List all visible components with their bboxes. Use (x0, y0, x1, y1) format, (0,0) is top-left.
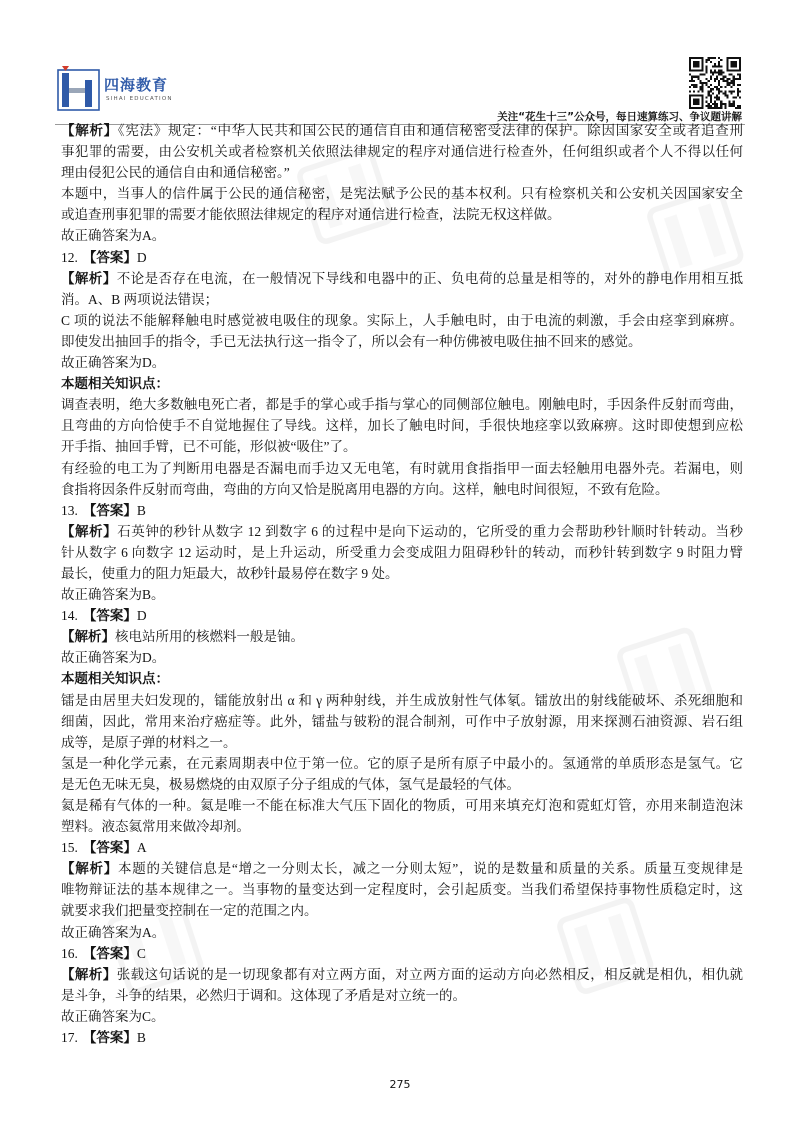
analysis-text: 《宪法》规定：“中华人民共和国公民的通信自由和通信秘密受法律的保护。除因国家安全或者追查刑 (117, 123, 743, 138)
analysis-line: 事犯罪的需要，由公安机关或者检察机关依照法律规定的程序对通信进行检查外，任何组织或者个人不得以任何 (61, 144, 743, 160)
question-number: 13. (61, 502, 78, 518)
conclusion-line: 故正确答案为B。 (61, 587, 165, 603)
question-number: 15. (61, 840, 78, 856)
knowledge-line: 氦是稀有气体的一种。氦是唯一不能在标准大气压下固化的物质，可用来填充灯泡和霓虹灯管，亦用来制造泡沫 (61, 798, 743, 813)
header-tagline: 关注“花生十三”公众号，每日速算练习、争议题讲解 (497, 111, 742, 123)
analysis-label: 【解析】 (61, 966, 117, 982)
knowledge-line: 开手指、抽回手臂，已不可能，形似被“吸住”了。 (61, 439, 357, 455)
answer-label: 【答案】 (82, 249, 137, 265)
answer-line (61, 605, 743, 626)
question-number: 14. (61, 608, 78, 624)
knowledge-heading: 本题相关知识点： (61, 376, 169, 392)
knowledge-line: 且弯曲的方向恰使手不自觉地握住了导线。这样，加长了触电时间，手很快地痉挛以致麻痹。这时即使想到应松 (61, 418, 743, 434)
answer-label: 【答案】 (82, 502, 137, 518)
knowledge-line: 氢是一种化学元素，在元素周期表中位于第一位。它的原子是所有原子中最小的。氢通常的单质形态是氢气。它 (61, 755, 743, 771)
knowledge-line: 调查表明，绝大多数触电死亡者，都是手的掌心或手指与掌心的同侧部位触电。刚触电时，手因条件反射而弯曲， (61, 397, 743, 413)
knowledge-heading: 本题相关知识点： (61, 671, 169, 687)
analysis-text: 张载这句话说的是一切现象都有对立两方面，对立两方面的运动方向必然相反，相反就是相仇，相仇就 (116, 966, 743, 982)
answer-value: B (136, 502, 146, 518)
knowledge-line: 有经验的电工为了判断用电器是否漏电而手边又无电笔，有时就用食指指甲一面去轻触用电器外壳。若漏电，则 (61, 460, 743, 476)
knowledge-line: 是无色无味无臭，极易燃烧的由双原子分子组成的气体，氢气是最轻的气体。 (61, 776, 520, 792)
knowledge-line: 成等，是原子弹的材料之一。 (61, 734, 237, 750)
analysis-line (61, 521, 743, 542)
analysis-line: 最长，使重力的阻力矩最大，故秒针最易停在数字 9 处。 (61, 565, 399, 581)
analysis-label: 【解析】 (61, 270, 117, 286)
analysis-label: 【解析】 (61, 123, 118, 138)
answer-value: D (136, 608, 147, 624)
page-number: 275 (389, 1078, 411, 1091)
answer-line (61, 247, 743, 268)
conclusion-line: 故正确答案为D。 (61, 355, 166, 371)
qr-code-icon (689, 57, 741, 109)
answer-line (61, 943, 743, 964)
analysis-line (61, 120, 743, 141)
conclusion-line: 故正确答案为A。 (61, 924, 166, 940)
answer-label: 【答案】 (82, 608, 137, 624)
analysis-label: 【解析】 (61, 861, 118, 877)
sihai-logo-icon (55, 66, 103, 113)
logo-text: 四海教育 (104, 76, 169, 94)
question-number: 12. (61, 249, 78, 265)
answer-line (61, 500, 743, 521)
analysis-label: 【解析】 (61, 629, 115, 645)
knowledge-line: 食指将因条件反射而弯曲，弯曲的方向又恰是脱离用电器的方向。这样，触电时间很短，不致有危险。 (61, 481, 669, 497)
analysis-text: 不论是否存在电流，在一般情况下导线和电器中的正、负电荷的总量是相等的，对外的静电作用相互抵 (116, 270, 743, 286)
analysis-text: 本题的关键信息是“增之一分则太长，减之一分则太短”，说的是数量和质量的关系。质量互变规律是 (117, 861, 743, 877)
analysis-text: 石英钟的秒针从数字 12 到数字 6 的过程中是向下运动的，它所受的重力会帮助秒针顺时针转动。当秒 (117, 523, 743, 539)
answer-value: C (136, 945, 146, 961)
conclusion-line: 故正确答案为A。 (61, 228, 166, 244)
explanation-line: C 项的说法不能解释触电时感觉被电吸住的现象。实际上，人手触电时，由于电流的刺激，手会由痉挛到麻痹。 (61, 312, 743, 328)
answer-label: 【答案】 (82, 840, 137, 856)
analysis-line: 消。A、B 两项说法错误； (61, 291, 219, 307)
answer-line (61, 1027, 743, 1048)
explanation-line: 即使发出抽回手的指令，手已无法执行这一指令了，所以会有一种仿佛被电吸住抽不回来的感觉。 (61, 333, 642, 349)
analysis-line (61, 858, 743, 879)
question-number: 16. (61, 945, 78, 961)
knowledge-line: 塑料。液态氦常用来做冷却剂。 (61, 819, 250, 835)
analysis-line: 唯物辩证法的基本规律之一。当事物的量变达到一定程度时，会引起质变。当我们希望保持事物性质稳定时，这 (61, 882, 743, 898)
explanation-line: 本题中，当事人的信件属于公民的通信秘密，是宪法赋予公民的基本权利。只有检察机关和公安机关因国家安全 (61, 186, 743, 202)
logo-subtitle: SIHAI EDUCATION (106, 96, 173, 102)
analysis-line: 针从数字 6 向数字 12 运动时，是上升运动，所受重力会变成阻力阻碍秒针的转动，而秒针转到数字 9 时阻力臂 (61, 544, 743, 560)
analysis-text: 核电站所用的核燃料一般是铀。 (115, 629, 304, 645)
analysis-line (61, 626, 743, 647)
answer-label: 【答案】 (82, 945, 137, 961)
page-content (61, 120, 743, 1048)
analysis-line: 是斗争，斗争的结果，必然归于调和。这体现了矛盾是对立统一的。 (61, 987, 466, 1003)
answer-label: 【答案】 (82, 1030, 137, 1046)
knowledge-line: 镭是由居里夫妇发现的，镭能放射出 α 和 γ 两种射线，并生成放射性气体氡。镭放出的射线能破坏、杀死细胞和 (61, 692, 743, 708)
question-number: 17. (61, 1030, 78, 1046)
explanation-line: 或追查刑事犯罪的需要才能依照法律规定的程序对通信进行检查，法院无权这样做。 (61, 207, 561, 223)
answer-value: D (136, 249, 147, 265)
analysis-line: 就要求我们把量变控制在一定的范围之内。 (61, 903, 318, 919)
analysis-line (61, 268, 743, 289)
analysis-label: 【解析】 (61, 523, 118, 539)
analysis-line (61, 964, 743, 985)
knowledge-line: 细菌，因此，常用来治疗癌症等。此外，镭盐与铍粉的混合制剂，可作中子放射源，用来探测石油资源、岩石组 (61, 713, 743, 729)
answer-value: A (136, 840, 147, 856)
answer-value: B (136, 1030, 146, 1046)
conclusion-line: 故正确答案为C。 (61, 1008, 165, 1024)
answer-line (61, 837, 743, 858)
conclusion-line: 故正确答案为D。 (61, 650, 166, 666)
analysis-line: 理由侵犯公民的通信自由和通信秘密。” (61, 165, 290, 181)
